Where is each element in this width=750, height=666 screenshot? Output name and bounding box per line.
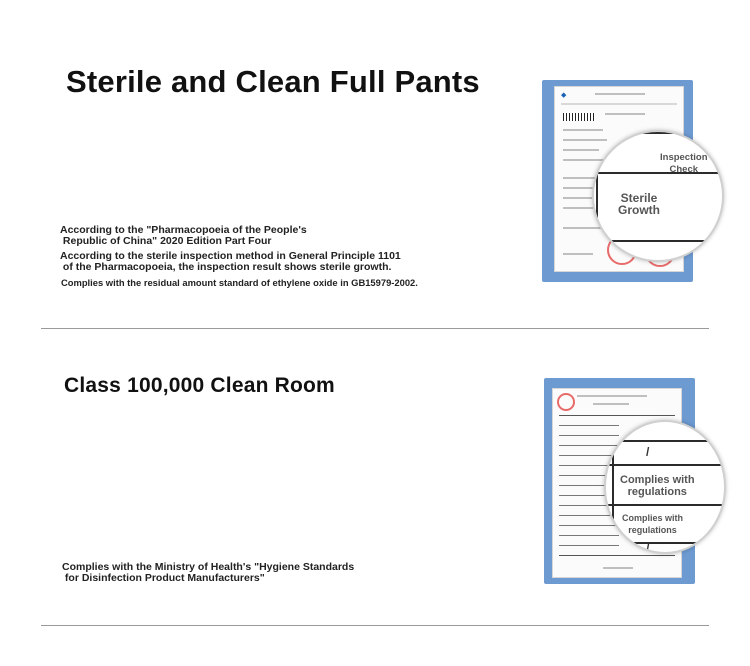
section-divider [41,625,709,626]
sterile-method-note: According to the sterile inspection method in General Principle 1101 of the Pharmacopoeia, the inspection result shows sterile growth. [60,250,401,273]
red-logo-icon [557,393,575,411]
inspection-report-image [542,72,708,286]
magnifier-circle [604,420,726,554]
magnifier-header: Inspection Check [660,152,708,175]
report-logo-icon: ◆ [561,92,567,99]
section-title: Sterile and Clean Full Pants [66,64,480,99]
magnifier-slash: / [646,445,650,459]
ethylene-oxide-note: Complies with the residual amount standard of ethylene oxide in GB15979-2002. [61,277,418,288]
pharmacopoeia-note: According to the "Pharmacopoeia of the People's Republic of China" 2020 Edition Part Four [60,224,307,247]
section-divider [41,328,709,329]
magnifier-result: Sterile Growth [618,191,660,217]
magnifier-circle [592,130,724,262]
magnifier-slash: / [646,542,650,554]
magnifier-result: Complies with regulations [620,474,695,498]
section-title: Class 100,000 Clean Room [64,374,335,397]
magnifier-result: Complies with regulations [622,513,684,535]
hygiene-standards-note: Complies with the Ministry of Health's "Hygiene Standards for Disinfection Product Manufacturers" [62,561,355,584]
test-report-image [540,370,715,585]
